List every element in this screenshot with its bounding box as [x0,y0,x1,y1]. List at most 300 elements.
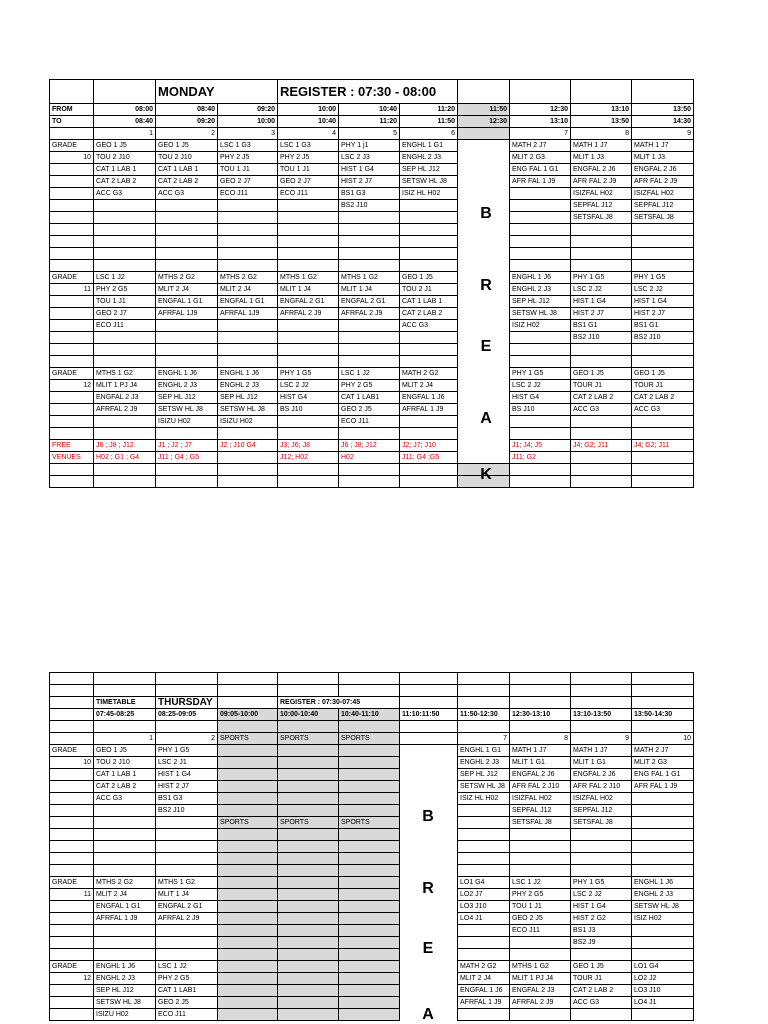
lesson-cell: LO1 G4 [632,961,694,973]
lesson-cell: J11; G4 ;G5 [400,452,458,464]
lesson-cell [278,889,339,901]
lesson-cell [94,344,156,356]
row-label: GRADE [50,877,94,889]
row-label [50,913,94,925]
lesson-cell [571,452,632,464]
lesson-cell: J12; H02 [278,452,339,464]
lesson-cell [218,224,278,236]
table-row [50,745,694,757]
from-time: 10:00 [278,104,339,116]
period-number: 4 [278,128,339,140]
lesson-cell: MTHS 2 G2 [156,272,218,284]
lesson-cell [458,152,510,164]
lesson-cell: BS2 J10 [156,805,218,817]
lesson-cell: LO1 G4 [458,877,510,889]
lesson-cell: LSC 1 J2 [510,877,571,889]
table-row [50,877,694,889]
lesson-cell [218,913,278,925]
row-label [50,164,94,176]
row-label [50,841,94,853]
lesson-cell: J6 ; J8; J12 [339,440,400,452]
lesson-cell [571,476,632,488]
timetable-label: TIMETABLE [94,697,156,709]
from-time: 08:00 [94,104,156,116]
lesson-cell [278,985,339,997]
period-number: 2 [156,128,218,140]
lesson-cell [339,853,400,865]
lesson-cell [339,344,400,356]
lesson-cell [156,476,218,488]
row-label [50,817,94,829]
table-row [50,757,694,769]
lesson-cell: AFRFAL 1 J9 [458,997,510,1009]
row-label [50,949,94,961]
table-row [50,781,694,793]
lesson-cell [458,380,510,392]
table-row [50,949,694,961]
lesson-cell [278,925,339,937]
to-time: 12:30 [458,116,510,128]
register-time: REGISTER : 07:30-07:45 [278,697,400,709]
lesson-cell [632,428,694,440]
table-row [50,901,694,913]
lesson-cell [94,416,156,428]
lesson-cell [156,344,218,356]
lesson-cell: MLIT 1 PJ J4 [94,380,156,392]
lesson-cell: BS2 J9 [571,937,632,949]
lesson-cell: SEPFAL J12 [510,805,571,817]
to-time: 09:20 [156,116,218,128]
lesson-cell [218,476,278,488]
lesson-cell: BS1 G1 [632,320,694,332]
blank-cell [218,721,278,733]
lesson-cell: HIST G4 [278,392,339,404]
lesson-cell: ACC G3 [156,188,218,200]
lesson-cell [400,865,458,877]
lesson-cell [571,344,632,356]
period-row [50,128,694,140]
time-slot: 13:50-14:30 [632,709,694,721]
lesson-cell [339,997,400,1009]
lesson-cell [458,260,510,272]
lesson-cell [458,853,510,865]
lesson-cell [339,841,400,853]
break-letter: A [422,1006,434,1023]
to-row [50,116,694,128]
blank-cell [458,80,510,104]
row-label [50,781,94,793]
to-time: 11:20 [339,116,400,128]
lesson-cell [632,949,694,961]
lesson-cell [156,212,218,224]
lesson-cell: ENGFAL 2 J6 [632,164,694,176]
lesson-cell [94,332,156,344]
lesson-cell: HIST G4 [510,392,571,404]
to-time: 08:40 [94,116,156,128]
lesson-cell: PHY 1 G5 [571,877,632,889]
lesson-cell [632,416,694,428]
period-number: 1 [94,733,156,745]
lesson-cell [458,829,510,841]
table-row [50,829,694,841]
lesson-cell [218,464,278,476]
lesson-cell [218,901,278,913]
lesson-cell: ECO J11 [218,188,278,200]
row-label [50,428,94,440]
lesson-cell [632,925,694,937]
blank-cell [278,685,339,697]
row-label [50,805,94,817]
lesson-cell: HIST 2 J7 [632,308,694,320]
lesson-cell: MLIT 1 J4 [339,284,400,296]
time-slot: 13:10-13:50 [571,709,632,721]
lesson-cell: MLIT 2 G3 [510,152,571,164]
row-label: 12 [50,380,94,392]
lesson-cell [339,224,400,236]
lesson-cell: SEP HL J12 [218,392,278,404]
lesson-cell [339,476,400,488]
lesson-cell [94,853,156,865]
row-label [50,260,94,272]
table-row [50,853,694,865]
row-label: VENUES [50,452,94,464]
lesson-cell [339,949,400,961]
lesson-cell [94,212,156,224]
lesson-cell [339,877,400,889]
table-row [50,284,694,296]
lesson-cell: J1; J4; J5 [510,440,571,452]
to-label: TO [50,116,94,128]
lesson-cell [339,248,400,260]
row-label [50,188,94,200]
period-number: 8 [510,733,571,745]
row-label [50,344,94,356]
lesson-cell: AFRFAL 1 J9 [94,913,156,925]
lesson-cell [510,829,571,841]
lesson-cell [156,200,218,212]
blank-cell [94,673,156,685]
table-row [50,320,694,332]
lesson-cell: MLIT 1 J4 [278,284,339,296]
lesson-cell [400,356,458,368]
row-label: GRADE [50,140,94,152]
lesson-cell [458,176,510,188]
lesson-cell: TOU 2 J1 [400,284,458,296]
row-label [50,829,94,841]
lesson-cell: LSC 2 J2 [632,284,694,296]
blank-cell [278,673,339,685]
blank-cell [510,80,571,104]
lesson-cell: LO3 J10 [632,985,694,997]
lesson-cell: MATH 2 J7 [510,140,571,152]
lesson-cell [632,260,694,272]
lesson-cell: SEPFAL J12 [632,200,694,212]
lesson-cell: SEP HL J12 [400,164,458,176]
lesson-cell [632,1009,694,1021]
lesson-cell [458,925,510,937]
lesson-cell: SETSFAL J8 [571,212,632,224]
lesson-cell [218,332,278,344]
lesson-cell [339,464,400,476]
lesson-cell [278,260,339,272]
to-time: 13:50 [571,116,632,128]
lesson-cell: ENGFAL 2 J6 [571,164,632,176]
blank-cell [400,685,458,697]
lesson-cell: AFRFAL 2 J9 [156,913,218,925]
time-slot: 11:10:11:50 [400,709,458,721]
lesson-cell: LSC 2 J3 [339,152,400,164]
lesson-cell: BS2 J10 [571,332,632,344]
lesson-cell: LSC 1 G3 [278,140,339,152]
lesson-cell: SEP HL J12 [94,985,156,997]
lesson-cell: BS2 J10 [632,332,694,344]
lesson-cell: CAT 1 LAB1 [156,985,218,997]
table-row [50,961,694,973]
lesson-cell [458,356,510,368]
lesson-cell: CAT 2 LAB 2 [400,308,458,320]
blank-cell [632,721,694,733]
blank-cell [632,673,694,685]
lesson-cell: ISIZ HL H02 [458,793,510,805]
lesson-cell [94,805,156,817]
lesson-cell: HIST 2 J7 [156,781,218,793]
register-time: REGISTER : 07:30 - 08:00 [278,80,458,104]
lesson-cell [400,829,458,841]
lesson-cell [218,925,278,937]
lesson-cell [278,829,339,841]
thursday-timetable [49,672,694,1021]
lesson-cell [400,476,458,488]
table-row [50,817,694,829]
lesson-cell [632,248,694,260]
lesson-cell [458,308,510,320]
lesson-cell [458,817,510,829]
lesson-cell [339,829,400,841]
lesson-cell: TOU 1 J1 [94,296,156,308]
lesson-cell [510,476,571,488]
lesson-cell [632,805,694,817]
lesson-cell: CAT 2 LAB 2 [632,392,694,404]
lesson-cell [278,769,339,781]
lesson-cell: ENGFAL 2 G1 [156,901,218,913]
table-row [50,344,694,356]
lesson-cell [94,260,156,272]
lesson-cell [94,949,156,961]
lesson-cell: CAT 1 LAB 1 [94,769,156,781]
lesson-cell: MLIT 1 J4 [156,889,218,901]
lesson-cell: PHY 2 G5 [510,889,571,901]
lesson-cell [510,1009,571,1021]
lesson-cell [510,332,571,344]
time-slot: 09:05-10:00 [218,709,278,721]
table-row [50,308,694,320]
lesson-cell [278,865,339,877]
table-row [50,476,694,488]
lesson-cell [339,757,400,769]
lesson-cell: CAT 2 LAB 2 [94,176,156,188]
lesson-cell: J1 ; J2 ; J7 [156,440,218,452]
break-letter: E [422,940,434,957]
blank-cell [510,697,571,709]
table-row [50,368,694,380]
blank-cell [50,697,94,709]
lesson-cell [156,260,218,272]
row-label: GRADE [50,368,94,380]
time-slot: 11:50-12:30 [458,709,510,721]
lesson-cell [632,452,694,464]
lesson-cell [94,428,156,440]
from-time: 12:30 [510,104,571,116]
period-number: 9 [571,733,632,745]
lesson-cell: MATH 2 G2 [400,368,458,380]
lesson-cell: TOU 1 J1 [278,164,339,176]
row-label: FREE [50,440,94,452]
lesson-cell [400,913,458,925]
day-title: MONDAY [156,80,278,104]
table-row [50,793,694,805]
lesson-cell [278,937,339,949]
lesson-cell: J6 ; J8 ; J12 [94,440,156,452]
to-time: 11:50 [400,116,458,128]
lesson-cell [400,344,458,356]
lesson-cell [400,332,458,344]
lesson-cell [400,925,458,937]
from-label: FROM [50,104,94,116]
lesson-cell [400,416,458,428]
lesson-cell [339,925,400,937]
lesson-cell: TOU 1 J1 [510,901,571,913]
lesson-cell: MLIT 2 J4 [218,284,278,296]
lesson-cell [218,212,278,224]
lesson-cell [218,200,278,212]
table-row [50,1009,694,1021]
lesson-cell: GEO 2 J5 [156,997,218,1009]
lesson-cell: MTHS 2 G2 [94,877,156,889]
lesson-cell [400,985,458,997]
lesson-cell: ISIZFAL H02 [571,188,632,200]
lesson-cell [278,212,339,224]
table-row [50,404,694,416]
table-row [50,212,694,224]
lesson-cell: SETSW HL J8 [218,404,278,416]
lesson-cell: MLIT 1 J3 [571,152,632,164]
blank-cell [400,721,458,733]
lesson-cell [156,829,218,841]
lesson-cell: CAT 1 LAB 1 [156,164,218,176]
table-row [50,248,694,260]
lesson-cell: TOU 1 J1 [218,164,278,176]
row-label: 10 [50,757,94,769]
lesson-cell: ENGFAL 1 G1 [156,296,218,308]
lesson-cell [156,320,218,332]
period-number: 8 [571,128,632,140]
lesson-cell [278,913,339,925]
row-label: GRADE [50,745,94,757]
lesson-cell [632,793,694,805]
lesson-cell [400,769,458,781]
lesson-cell [156,841,218,853]
lesson-cell [156,248,218,260]
lesson-cell: PHY 2 J5 [218,152,278,164]
lesson-cell [632,865,694,877]
blank-cell [50,685,94,697]
lesson-cell [156,925,218,937]
lesson-cell: SETSW HL J8 [458,781,510,793]
lesson-cell: MLIT 1 G1 [571,757,632,769]
lesson-cell [510,188,571,200]
lesson-cell: H02 [339,452,400,464]
lesson-cell: SPORTS [339,817,400,829]
lesson-cell: LSC 1 J2 [94,272,156,284]
lesson-cell: MLIT 2 J4 [156,284,218,296]
lesson-cell: BS1 J3 [571,925,632,937]
period-number: 5 [339,128,400,140]
lesson-cell: SEPFAL J12 [571,200,632,212]
lesson-cell: GEO 1 J5 [571,368,632,380]
lesson-cell [278,1009,339,1021]
lesson-cell [510,260,571,272]
lesson-cell [571,464,632,476]
lesson-cell [571,865,632,877]
lesson-cell [571,416,632,428]
blank-cell [632,80,694,104]
row-label [50,212,94,224]
lesson-cell [458,452,510,464]
lesson-cell: SEP HL J12 [156,392,218,404]
time-slot: 08:25-09:05 [156,709,218,721]
lesson-cell: GEO 2 J7 [278,176,339,188]
lesson-cell: GEO 2 J5 [510,913,571,925]
lesson-cell: BS1 G3 [339,188,400,200]
lesson-cell [278,757,339,769]
lesson-cell: PHY 1 G5 [278,368,339,380]
lesson-cell: MATH 1 J7 [510,745,571,757]
break-letter: E [480,338,492,355]
lesson-cell [156,949,218,961]
lesson-cell [278,224,339,236]
lesson-cell [218,829,278,841]
lesson-cell: AFRFAL 2 J9 [510,997,571,1009]
lesson-cell [571,949,632,961]
lesson-cell [94,224,156,236]
table-row [50,464,694,476]
lesson-cell [278,236,339,248]
lesson-cell: PHY 1 j1 [339,140,400,152]
lesson-cell: HIST 1 G4 [156,769,218,781]
lesson-cell: CAT 2 LAB 2 [156,176,218,188]
table-row [50,841,694,853]
lesson-cell: ENGFAL 2 J6 [510,769,571,781]
lesson-cell: MLIT 1 G1 [510,757,571,769]
lesson-cell [632,829,694,841]
lesson-cell [278,745,339,757]
lesson-cell [278,781,339,793]
lesson-cell [156,865,218,877]
lesson-cell [94,937,156,949]
row-label: 11 [50,889,94,901]
sports-cell: SPORTS [218,733,278,745]
lesson-cell: GEO 1 J5 [94,140,156,152]
row-label [50,296,94,308]
row-label [50,224,94,236]
lesson-cell [218,961,278,973]
lesson-cell: ENG FAL 1 G1 [632,769,694,781]
row-label [50,176,94,188]
lesson-cell [218,985,278,997]
lesson-cell [278,877,339,889]
blank-row [50,721,694,733]
lesson-cell: HIST 1 G4 [632,296,694,308]
